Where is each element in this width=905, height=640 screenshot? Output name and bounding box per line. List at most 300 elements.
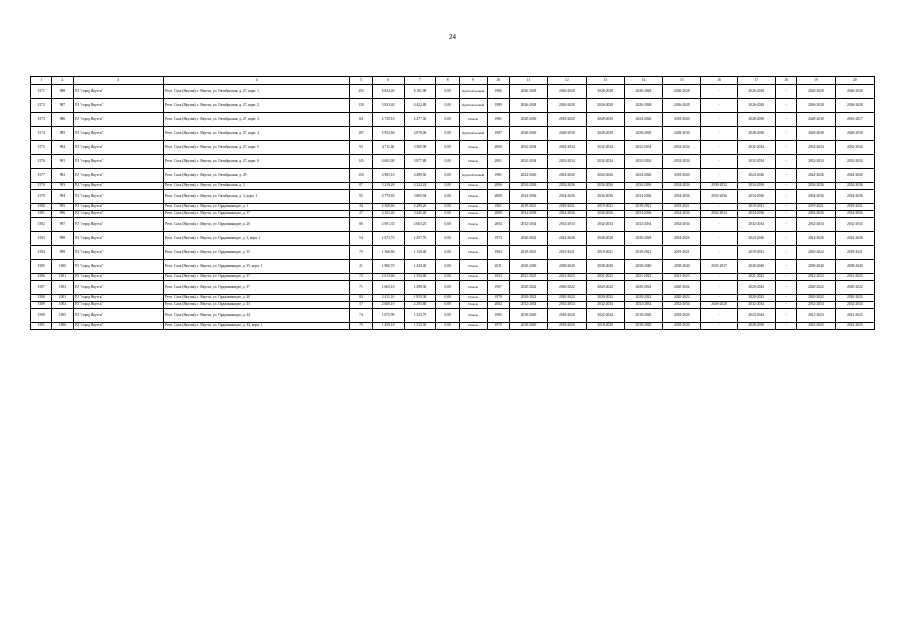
table-cell: 2032-2034 xyxy=(624,302,662,309)
table-cell: 994 xyxy=(52,190,73,204)
table-cell: 2032-2034 xyxy=(624,155,662,169)
table-cell: 2032-2034 xyxy=(624,218,662,232)
table-cell: Панель xyxy=(459,218,487,232)
table-cell: 2038-2040 xyxy=(548,260,586,274)
table-cell: 5 219,26 xyxy=(372,183,404,190)
table-cell: 2008 xyxy=(487,211,509,218)
table-cell: 1583 xyxy=(31,232,52,246)
table-cell: 2034-2036 xyxy=(586,211,624,218)
table-cell: 0,00 xyxy=(436,260,459,274)
table-cell: - xyxy=(775,274,796,281)
table-cell: - xyxy=(775,295,796,302)
table-cell: 2024-2026 xyxy=(624,169,662,183)
table-cell: 4 985,10 xyxy=(372,169,404,183)
table-cell: - xyxy=(701,309,737,323)
table-cell: 2021-2023 xyxy=(737,274,775,281)
table-cell: 2038-2040 xyxy=(663,260,701,274)
table-cell: - xyxy=(775,218,796,232)
table-cell: Крупноблочный xyxy=(459,85,487,99)
table-cell: 2034-2036 xyxy=(624,211,662,218)
table-cell: 2023-2025 xyxy=(797,323,835,330)
column-header: 18 xyxy=(775,77,796,85)
table-cell: 2 411,10 xyxy=(372,295,404,302)
table-row xyxy=(31,183,875,190)
table-cell: 1 665,10 xyxy=(372,281,404,295)
table-cell: 1588 xyxy=(31,295,52,302)
table-cell: 1 673,70 xyxy=(372,232,404,246)
table-cell: 2020-2022 xyxy=(737,281,775,295)
table-cell: 2034-2036 xyxy=(663,183,701,190)
column-header: 7 xyxy=(404,77,436,85)
table-cell: 2018-2020 xyxy=(548,113,586,127)
table-row xyxy=(31,211,875,218)
table-cell: Респ. Саха (Якутия), г. Якутск, ул. Октябрьская, д. 27, корп. 4 xyxy=(164,127,350,141)
table-cell: 4 101,40 xyxy=(372,211,404,218)
table-cell: 2026-2028 xyxy=(586,99,624,113)
table-cell: - xyxy=(701,246,737,260)
table-cell: 2019-2021 xyxy=(624,204,662,211)
table-cell: Панель xyxy=(459,232,487,246)
table-cell: 2032-2034 xyxy=(797,141,835,155)
table-cell: 2024-2026 xyxy=(737,232,775,246)
table-cell: 1989 xyxy=(487,99,509,113)
table-cell: 2034-2036 xyxy=(586,190,624,204)
table-cell: 2038-2040 xyxy=(586,260,624,274)
table-cell: Респ. Саха (Якутия), г. Якутск, ул. Орджоникидзе, д. 40 xyxy=(164,295,350,302)
table-cell: 2024-2026 xyxy=(624,113,662,127)
table-cell: - xyxy=(701,295,737,302)
table-cell: ГО "город Якутск" xyxy=(73,141,163,155)
table-cell: - xyxy=(775,183,796,190)
table-cell: 0,00 xyxy=(436,246,459,260)
table-cell: 2032-2034 xyxy=(835,302,874,309)
table-cell: - xyxy=(701,274,737,281)
table-cell: 2034-2036 xyxy=(509,183,547,190)
table-cell: Респ. Саха (Якутия), г. Якутск, ул. Октябрьская, д. 3 xyxy=(164,183,350,190)
table-cell: 996 xyxy=(52,211,73,218)
table-cell: 2011 xyxy=(487,260,509,274)
table-cell: 2034-2036 xyxy=(737,183,775,190)
table-cell: 982 xyxy=(52,169,73,183)
table-cell: 1576 xyxy=(31,155,52,169)
table-cell: 2020-2022 xyxy=(509,232,547,246)
table-cell: 2020-2022 xyxy=(797,246,835,260)
table-cell: 2026-2028 xyxy=(737,99,775,113)
table-cell: - xyxy=(701,232,737,246)
table-cell: - xyxy=(701,155,737,169)
table-cell: 2028-2030 xyxy=(624,127,662,141)
table-cell: 2032-2034 xyxy=(701,211,737,218)
table-cell: Панель xyxy=(459,190,487,204)
table-cell: 0,00 xyxy=(436,183,459,190)
table-cell: 2018-2020 xyxy=(663,323,701,330)
table-cell: - xyxy=(701,99,737,113)
table-cell: 2032-2034 xyxy=(509,141,547,155)
table-cell: Респ. Саха (Якутия), г. Якутск, ул. Орджоникидзе, д. 20 xyxy=(164,218,350,232)
table-cell: 2026-2028 xyxy=(586,85,624,99)
table-row xyxy=(31,323,875,330)
table-cell: 2028-2030 xyxy=(737,113,775,127)
table-cell: ГО "город Якутск" xyxy=(73,169,163,183)
column-header: 11 xyxy=(509,77,547,85)
table-cell: 1589 xyxy=(31,302,52,309)
table-cell: 150 xyxy=(350,169,372,183)
table-cell: 2021-2023 xyxy=(797,274,835,281)
table-row xyxy=(31,246,875,260)
table-cell: 80 xyxy=(350,218,372,232)
table-cell: 2032-2034 xyxy=(663,302,701,309)
table-cell: 1004 xyxy=(52,302,73,309)
table-cell: 84 xyxy=(350,295,372,302)
table-cell: 2020-2022 xyxy=(797,281,835,295)
table-cell: 2034-2036 xyxy=(548,190,586,204)
table-cell: - xyxy=(775,127,796,141)
table-cell: 1985 xyxy=(487,309,509,323)
table-cell: 1 459,10 xyxy=(372,323,404,330)
table-cell: 1 129,40 xyxy=(404,246,436,260)
table-cell: 2028-2030 xyxy=(797,127,835,141)
table-cell: 2028-2030 xyxy=(797,113,835,127)
table-cell: 2032-2034 xyxy=(737,141,775,155)
table-cell: 2026-2028 xyxy=(509,85,547,99)
table-cell: 2034-2036 xyxy=(509,211,547,218)
table-cell: 6 181,90 xyxy=(404,85,436,99)
table-cell: 2035-2037 xyxy=(701,260,737,274)
table-cell: 2026-2028 xyxy=(624,85,662,99)
register-table xyxy=(30,76,875,330)
table-cell: 3 877,80 xyxy=(404,155,436,169)
table-cell: Панель xyxy=(459,204,487,211)
table-cell: - xyxy=(775,85,796,99)
table-row xyxy=(31,274,875,281)
column-header: 8 xyxy=(436,77,459,85)
table-cell: Респ. Саха (Якутия), г. Якутск, ул. Октябрьская, д. 27, корп. 1 xyxy=(164,85,350,99)
table-cell: ГО "город Якутск" xyxy=(73,218,163,232)
table-cell: 3 805,94 xyxy=(404,190,436,204)
table-cell: 1591 xyxy=(31,323,52,330)
table-cell: 2 477,50 xyxy=(404,113,436,127)
table-cell: 2020-2022 xyxy=(663,295,701,302)
table-cell: 4 602,00 xyxy=(372,155,404,169)
table-cell: 2018-2020 xyxy=(509,323,547,330)
table-cell: 2026-2028 xyxy=(548,85,586,99)
table-cell: 2028-2030 xyxy=(509,127,547,141)
table-row xyxy=(31,260,875,274)
table-cell: ГО "город Якутск" xyxy=(73,204,163,211)
table-cell: 5 823,40 xyxy=(372,99,404,113)
table-cell: 1 457,70 xyxy=(404,232,436,246)
table-cell: 2028-2030 xyxy=(737,323,775,330)
table-cell: 2019-2021 xyxy=(509,246,547,260)
table-cell: 2021-2023 xyxy=(835,309,874,323)
table-cell: 0,00 xyxy=(436,141,459,155)
table-cell: 2024-2026 xyxy=(737,169,775,183)
table-cell: 21 xyxy=(350,260,372,274)
table-cell: 2019-2021 xyxy=(624,246,662,260)
table-cell: 0,00 xyxy=(436,85,459,99)
table-cell: 3 365,90 xyxy=(404,141,436,155)
table-cell: 2002 xyxy=(487,302,509,309)
table-cell: 57 xyxy=(350,302,372,309)
table-cell: 2024-2026 xyxy=(548,232,586,246)
table-cell: 2018-2020 xyxy=(663,169,701,183)
table-cell: 84 xyxy=(350,113,372,127)
table-row xyxy=(31,281,875,295)
table-cell: Панель xyxy=(459,211,487,218)
table-cell: ГО "город Якутск" xyxy=(73,85,163,99)
table-cell: 1587 xyxy=(31,281,52,295)
table-cell: 187 xyxy=(350,127,372,141)
table-cell: 2028-2030 xyxy=(509,113,547,127)
table-cell: Респ. Саха (Якутия), г. Якутск, ул. Орджоникидзе, д. 35 xyxy=(164,246,350,260)
table-cell: 2032-2034 xyxy=(586,218,624,232)
table-cell: ГО "город Якутск" xyxy=(73,190,163,204)
table-cell: 1574 xyxy=(31,127,52,141)
table-cell: 0,00 xyxy=(436,295,459,302)
table-cell: 2026-2028 xyxy=(624,232,662,246)
column-header: 4 xyxy=(164,77,350,85)
table-cell: 1003 xyxy=(52,295,73,302)
column-header: 16 xyxy=(701,77,737,85)
table-cell: 2024-2026 xyxy=(835,232,874,246)
table-cell: 2034-2036 xyxy=(797,183,835,190)
table-cell: 2034-2036 xyxy=(548,183,586,190)
table-cell: ГО "город Якутск" xyxy=(73,113,163,127)
table-cell: 2032-2034 xyxy=(548,218,586,232)
table-cell: Респ. Саха (Якутия), г. Якутск, ул. Орджоникидзе, д. 44 xyxy=(164,309,350,323)
table-cell: 2 901,35 xyxy=(372,218,404,232)
table-cell: 1572 xyxy=(31,99,52,113)
column-header: 5 xyxy=(350,77,372,85)
table-cell: 1005 xyxy=(52,309,73,323)
table-cell: 2021-2023 xyxy=(586,274,624,281)
table-cell: 2032-2034 xyxy=(835,218,874,232)
table-cell: 2024-2026 xyxy=(835,169,874,183)
table-cell: 2032-2034 xyxy=(509,155,547,169)
table-cell: ГО "город Якутск" xyxy=(73,211,163,218)
table-cell: 87 xyxy=(350,183,372,190)
table-cell: 1582 xyxy=(31,218,52,232)
table-cell: Респ. Саха (Якутия), г. Якутск, ул. Орджоникидзе, д. 37 xyxy=(164,281,350,295)
table-cell: Панель xyxy=(459,183,487,190)
table-cell: 70 xyxy=(350,246,372,260)
table-cell: 2019-2021 xyxy=(835,246,874,260)
table-cell: Респ. Саха (Якутия), г. Якутск, ул. Октябрьская, д. 3, корп. 1 xyxy=(164,190,350,204)
table-row xyxy=(31,113,875,127)
table-cell: 2032-2034 xyxy=(797,302,835,309)
table-cell: 2030-2032 xyxy=(701,183,737,190)
table-cell: 995 xyxy=(52,204,73,211)
table-cell: 2 660,10 xyxy=(372,302,404,309)
column-header: 6 xyxy=(372,77,404,85)
table-cell: - xyxy=(701,218,737,232)
table-cell: 4 878,06 xyxy=(404,127,436,141)
table-cell: Крупноблочный xyxy=(459,127,487,141)
table-cell: 2024-2026 xyxy=(797,169,835,183)
table-cell: Респ. Саха (Якутия), г. Якутск, ул. Орджоникидзе, д. 44, корп. 1 xyxy=(164,323,350,330)
table-cell: 1001 xyxy=(52,274,73,281)
table-cell: ГО "город Якутск" xyxy=(73,274,163,281)
table-cell: 2024-2026 xyxy=(586,169,624,183)
table-cell: 2021-2023 xyxy=(548,274,586,281)
table-cell: 2020-2022 xyxy=(586,281,624,295)
table-cell: 2032-2034 xyxy=(548,302,586,309)
table-cell: 3 445,40 xyxy=(404,211,436,218)
table-cell: ГО "город Якутск" xyxy=(73,281,163,295)
table-cell: 1580 xyxy=(31,204,52,211)
table-cell: 1579 xyxy=(31,190,52,204)
table-cell: 2018-2020 xyxy=(509,309,547,323)
table-cell: 2032-2034 xyxy=(737,218,775,232)
table-cell: 1585 xyxy=(31,260,52,274)
table-cell: - xyxy=(775,211,796,218)
table-cell: 2020-2022 xyxy=(586,295,624,302)
column-header: 3 xyxy=(73,77,163,85)
table-cell: 1967 xyxy=(487,281,509,295)
table-row xyxy=(31,155,875,169)
table-cell: - xyxy=(701,204,737,211)
table-cell: 2023-2025 xyxy=(835,323,874,330)
table-cell: - xyxy=(775,190,796,204)
table-cell: - xyxy=(775,281,796,295)
column-header: 12 xyxy=(548,77,586,85)
table-cell: 4 489,50 xyxy=(404,169,436,183)
table-cell: 54 xyxy=(350,232,372,246)
table-cell: 999 xyxy=(52,246,73,260)
table-cell: - xyxy=(775,155,796,169)
table-cell: 2026-2028 xyxy=(835,85,874,99)
table-cell: 0,00 xyxy=(436,281,459,295)
table-cell: 4 422,80 xyxy=(404,99,436,113)
table-cell: 2019-2021 xyxy=(835,204,874,211)
table-cell: 71 xyxy=(350,281,372,295)
column-header: 20 xyxy=(835,77,874,85)
table-cell: 2020-2022 xyxy=(548,295,586,302)
table-cell: 2019-2021 xyxy=(797,204,835,211)
table-cell: 2032-2034 xyxy=(663,141,701,155)
table-cell: 1961 xyxy=(487,204,509,211)
table-cell: 2026-2028 xyxy=(797,85,835,99)
table-cell: 1986 xyxy=(487,85,509,99)
table-cell: 5 952,66 xyxy=(372,127,404,141)
table-cell: Панель xyxy=(459,274,487,281)
table-cell: 2006 xyxy=(487,183,509,190)
table-cell: Панель xyxy=(459,295,487,302)
table-cell: 0,00 xyxy=(436,190,459,204)
table-cell: 1 443,40 xyxy=(404,260,436,274)
table-cell: 93 xyxy=(350,141,372,155)
table-cell: 2019-2021 xyxy=(586,246,624,260)
table-cell: - xyxy=(701,85,737,99)
table-cell: 997 xyxy=(52,218,73,232)
table-cell: 2034-2036 xyxy=(586,183,624,190)
table-cell: 1970 xyxy=(487,295,509,302)
table-cell: 2018-2020 xyxy=(624,309,662,323)
table-cell: - xyxy=(775,323,796,330)
table-cell: 34 xyxy=(350,204,372,211)
table-cell: 2038-2040 xyxy=(624,260,662,274)
table-cell: 0,00 xyxy=(436,127,459,141)
table-cell: 2032-2034 xyxy=(835,141,874,155)
table-cell: 2024-2026 xyxy=(797,232,835,246)
table-cell: 2018-2020 xyxy=(663,309,701,323)
table-cell: 1975 xyxy=(487,323,509,330)
column-header: 19 xyxy=(797,77,835,85)
table-cell: 2034-2036 xyxy=(835,183,874,190)
table-cell: 2020-2022 xyxy=(835,295,874,302)
table-cell: Панель xyxy=(459,113,487,127)
column-header: 1 xyxy=(31,77,52,85)
table-cell: ГО "город Якутск" xyxy=(73,295,163,302)
table-cell: 2038-2040 xyxy=(797,260,835,274)
table-cell: 6 824,40 xyxy=(372,85,404,99)
table-cell: ГО "город Якутск" xyxy=(73,246,163,260)
table-cell: 2028-2030 xyxy=(586,113,624,127)
table-cell: 2021-2023 xyxy=(624,274,662,281)
table-cell: 2034-2036 xyxy=(663,211,701,218)
column-number-row xyxy=(31,77,875,85)
table-cell: 984 xyxy=(52,141,73,155)
table-row xyxy=(31,169,875,183)
table-cell: Респ. Саха (Якутия), г. Якутск, ул. Октябрьская, д. 29 xyxy=(164,169,350,183)
table-cell: ГО "город Якутск" xyxy=(73,127,163,141)
table-cell: 2019-2021 xyxy=(737,246,775,260)
table-cell: 2001 xyxy=(487,155,509,169)
table-cell: 2026-2028 xyxy=(835,99,874,113)
table-cell: 2032-2034 xyxy=(624,141,662,155)
table-cell: ГО "город Якутск" xyxy=(73,155,163,169)
table-row xyxy=(31,85,875,99)
table-cell: 2032-2034 xyxy=(663,155,701,169)
table-cell: 2032-2034 xyxy=(586,155,624,169)
table-cell: 1571 xyxy=(31,85,52,99)
table-cell: 2038-2040 xyxy=(509,260,547,274)
table-cell: 2032-2034 xyxy=(548,155,586,169)
table-cell: 292 xyxy=(350,85,372,99)
table-cell: 2 613,60 xyxy=(372,274,404,281)
table-cell: 2034-2036 xyxy=(835,211,874,218)
table-cell: - xyxy=(775,169,796,183)
table-cell: 2032-2034 xyxy=(737,302,775,309)
table-cell: - xyxy=(775,246,796,260)
table-cell: 1 980,70 xyxy=(372,260,404,274)
table-cell: 2032-2034 xyxy=(835,155,874,169)
table-cell: 2028-2030 xyxy=(548,127,586,141)
table-cell: 981 xyxy=(52,155,73,169)
table-cell: 2032-2034 xyxy=(797,218,835,232)
table-cell: 2026-2028 xyxy=(797,99,835,113)
table-cell: Крупноблочный xyxy=(459,99,487,113)
table-cell: 0,00 xyxy=(436,309,459,323)
table-cell: 2026-2028 xyxy=(548,99,586,113)
table-cell: 2032-2034 xyxy=(663,218,701,232)
table-cell: 2021-2023 xyxy=(509,274,547,281)
table-cell: 1 833,30 xyxy=(404,295,436,302)
table-cell: Панель xyxy=(459,141,487,155)
table-cell: 2034-2036 xyxy=(624,183,662,190)
table-cell: 2026-2028 xyxy=(509,99,547,113)
table-cell: 2034-2036 xyxy=(797,211,835,218)
table-cell: - xyxy=(775,99,796,113)
table-cell: - xyxy=(775,232,796,246)
table-cell: Респ. Саха (Якутия), г. Якутск, ул. Орджоникидзе, д. 1 xyxy=(164,204,350,211)
table-cell: 2026-2028 xyxy=(663,99,701,113)
table-cell: 27 xyxy=(350,211,372,218)
table-cell: 2034-2036 xyxy=(663,190,701,204)
table-cell: - xyxy=(701,281,737,295)
table-cell: 1981 xyxy=(487,113,509,127)
table-cell: 2023-2024 xyxy=(737,309,775,323)
